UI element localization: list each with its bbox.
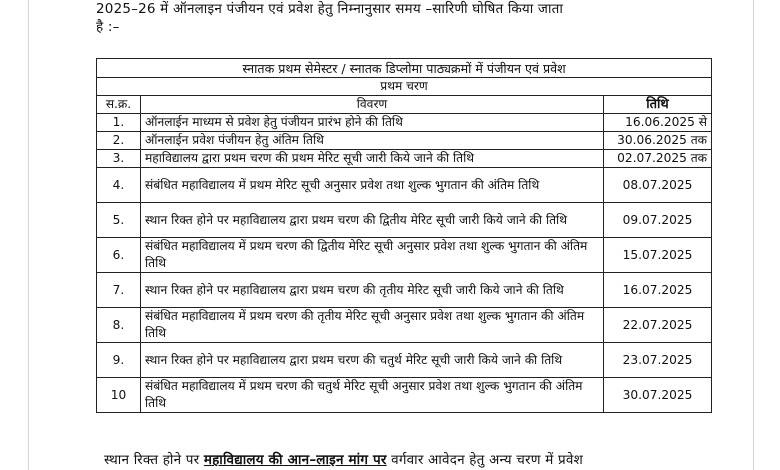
header-serial: स.क्र. — [97, 96, 141, 114]
row-date: 08.07.2025 — [604, 168, 712, 203]
row-date: 16.07.2025 — [604, 273, 712, 308]
row-serial: 3. — [97, 150, 141, 168]
table-title-row — [97, 59, 712, 78]
row-description: महाविद्यालय द्वारा प्रथम चरण की प्रथम मेरिट सूची जारी किये जाने की तिथि — [141, 150, 604, 168]
table-row — [97, 150, 712, 168]
closing-text-after: वर्गवार आवेदन हेतु अन्य चरण में प्रवेश — [386, 452, 583, 468]
table-row — [97, 132, 712, 150]
intro-line-2: है :– — [96, 19, 120, 35]
row-date: 15.07.2025 — [604, 238, 712, 273]
row-serial: 5. — [97, 203, 141, 238]
schedule-table — [96, 58, 712, 413]
row-serial: 8. — [97, 308, 141, 343]
table-row — [97, 168, 712, 203]
row-description: स्थान रिक्त होने पर महाविद्यालय द्वारा प्रथम चरण की तृतीय मेरिट सूची जारी किये जाने की तिथि — [141, 273, 604, 308]
page-edge-right — [753, 0, 754, 470]
table-row — [97, 378, 712, 413]
row-description: संबंधित महाविद्यालय में प्रथम चरण की तृतीय मेरिट सूची अनुसार प्रवेश तथा शुल्क भुगतान की अंतिम तिथि — [141, 308, 604, 343]
table-row — [97, 273, 712, 308]
row-serial: 6. — [97, 238, 141, 273]
table-title: स्नातक प्रथम सेमेस्टर / स्नातक डिप्लोमा पाठ्यक्रमों में पंजीयन एवं प्रवेश — [97, 59, 712, 78]
header-description: विवरण — [141, 96, 604, 114]
row-serial: 1. — [97, 114, 141, 132]
row-serial: 9. — [97, 343, 141, 378]
page-edge-left — [28, 0, 29, 470]
row-serial: 7. — [97, 273, 141, 308]
row-date: 02.07.2025 तक — [604, 150, 712, 168]
row-description: स्थान रिक्त होने पर महाविद्यालय द्वारा प्रथम चरण की चतुर्थ मेरिट सूची जारी किये जाने की तिथि — [141, 343, 604, 378]
row-description: ऑनलाईन माध्यम से प्रवेश हेतु पंजीयन प्रारंभ होने की तिथि — [141, 114, 604, 132]
closing-paragraph — [104, 450, 583, 468]
table-row — [97, 308, 712, 343]
closing-underlined-text: महाविद्यालय की आन–लाइन मांग पर — [203, 452, 387, 468]
table-row — [97, 238, 712, 273]
row-date: 30.07.2025 — [604, 378, 712, 413]
header-date: तिथि — [604, 96, 712, 114]
closing-text-before: स्थान रिक्त होने पर — [104, 452, 204, 468]
table-row — [97, 343, 712, 378]
header-row — [97, 96, 712, 114]
intro-line-1: 2025–26 में ऑनलाइन पंजीयन एवं प्रवेश हेतु निम्नानुसार समय –सारिणी घोषित किया जाता — [96, 1, 564, 17]
row-serial: 2. — [97, 132, 141, 150]
table-row — [97, 203, 712, 238]
table-row — [97, 114, 712, 132]
row-description: संबंधित महाविद्यालय में प्रथम चरण की चतुर्थ मेरिट सूची अनुसार प्रवेश तथा शुल्क भुगतान की अंतिम तिथि — [141, 378, 604, 413]
row-date: 23.07.2025 — [604, 343, 712, 378]
row-serial: 10 — [97, 378, 141, 413]
row-description: ऑनलाईन प्रवेश पंजीयन हेतु अंतिम तिथि — [141, 132, 604, 150]
row-description: संबंधित महाविद्यालय में प्रथम मेरिट सूची अनुसार प्रवेश तथा शुल्क भुगतान की अंतिम तिथि — [141, 168, 604, 203]
row-serial: 4. — [97, 168, 141, 203]
row-date: 30.06.2025 तक — [604, 132, 712, 150]
row-date: 16.06.2025 से — [604, 114, 712, 132]
phase-label: प्रथम चरण — [97, 78, 712, 96]
row-date: 09.07.2025 — [604, 203, 712, 238]
phase-row — [97, 78, 712, 96]
row-date: 22.07.2025 — [604, 308, 712, 343]
row-description: संबंधित महाविद्यालय में प्रथम चरण की द्वितीय मेरिट सूची अनुसार प्रवेश तथा शुल्क भुगतान की अंतिम तिथि — [141, 238, 604, 273]
row-description: स्थान रिक्त होने पर महाविद्यालय द्वारा प्रथम चरण की द्वितीय मेरिट सूची जारी किये जाने की तिथि — [141, 203, 604, 238]
